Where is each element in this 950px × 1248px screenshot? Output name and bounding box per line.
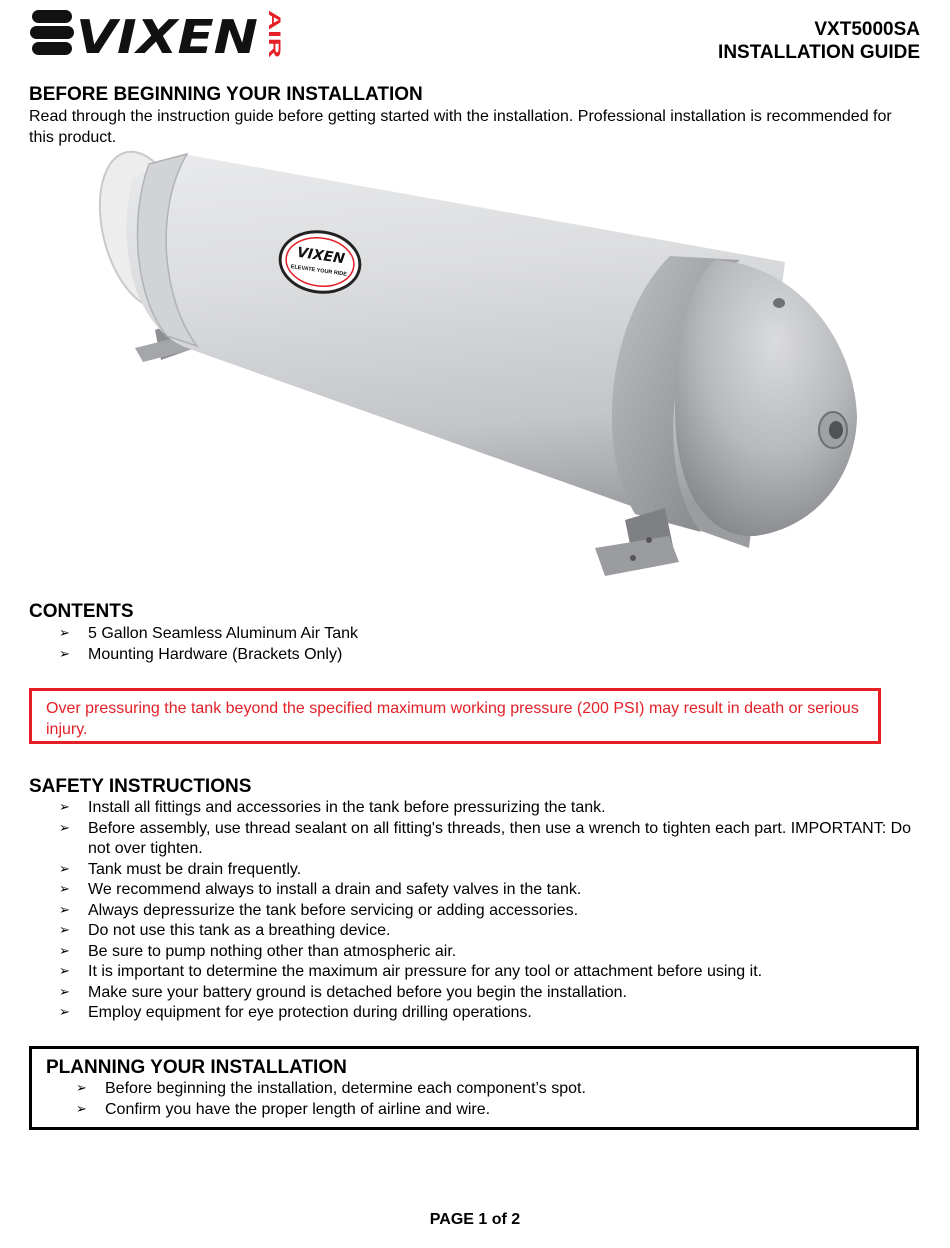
contents-section xyxy=(29,601,921,665)
bullet-arrow-icon: ➢ xyxy=(59,626,70,641)
list-item: ➢ Always depressurize the tank before servicing or adding accessories. xyxy=(29,901,921,922)
contents-list xyxy=(29,624,921,665)
doc-title: INSTALLATION GUIDE xyxy=(718,42,920,63)
list-item: ➢ Make sure your battery ground is detached before you begin the installation. xyxy=(29,983,921,1004)
list-item: ➢ We recommend always to install a drain and safety valves in the tank. xyxy=(29,880,921,901)
bullet-arrow-icon: ➢ xyxy=(59,1005,70,1020)
top-port-icon xyxy=(773,298,785,308)
list-item: ➢ It is important to determine the maximum air pressure for any tool or attachment before using it. xyxy=(29,962,921,983)
planning-heading: PLANNING YOUR INSTALLATION xyxy=(46,1057,347,1078)
bullet-arrow-icon: ➢ xyxy=(59,646,70,662)
side-port-icon xyxy=(819,412,847,448)
bullet-arrow-icon: ➢ xyxy=(59,984,70,1000)
bullet-arrow-icon: ➢ xyxy=(59,902,70,918)
bullet-arrow-icon: ➢ xyxy=(59,964,70,979)
bullet-arrow-icon: ➢ xyxy=(59,943,70,959)
air-tank-image xyxy=(95,148,865,583)
bullet-arrow-icon: ➢ xyxy=(59,923,70,938)
list-item: ➢ Before assembly, use thread sealant on all fitting's threads, then use a wrench to tighten each part. IMPORTANT: Do not over tighten. xyxy=(59,819,912,857)
before-text: Read through the instruction guide before getting started with the installation. Professional installation is recommended for this product. xyxy=(29,108,892,146)
safety-list xyxy=(29,798,921,1024)
list-item: ➢ Tank must be drain frequently. xyxy=(29,860,921,881)
model-number: VXT5000SA xyxy=(814,19,920,40)
vixen-air-logo xyxy=(30,6,290,62)
list-item: ➢ Do not use this tank as a breathing device. xyxy=(29,921,921,942)
list-item: ➢ 5 Gallon Seamless Aluminum Air Tank xyxy=(29,624,921,645)
safety-heading: SAFETY INSTRUCTIONS xyxy=(29,776,252,797)
list-item: ➢ Mounting Hardware (Brackets Only) xyxy=(29,645,921,666)
logo-brand-sub: AIR xyxy=(265,10,284,40)
right-mount-bracket xyxy=(595,508,679,576)
bullet-arrow-icon: ➢ xyxy=(76,1081,87,1096)
warning-text: Over pressuring the tank beyond the specified maximum working pressure (200 PSI) may result in death or serious injury. xyxy=(46,700,859,738)
bullet-arrow-icon: ➢ xyxy=(59,882,70,897)
document-header xyxy=(718,18,920,64)
bullet-arrow-icon: ➢ xyxy=(59,800,70,815)
badge-brand: VIXEN xyxy=(295,244,346,268)
badge-tagline: ELEVATE YOUR RIDE xyxy=(290,264,348,278)
before-section xyxy=(29,84,921,148)
safety-section xyxy=(29,776,921,1024)
page-number: PAGE 1 of 2 xyxy=(429,1211,521,1228)
bullet-arrow-icon: ➢ xyxy=(59,820,70,836)
bullet-arrow-icon: ➢ xyxy=(59,861,70,877)
logo-airbag-icon xyxy=(30,10,74,55)
planning-list xyxy=(46,1079,902,1120)
before-heading: BEFORE BEGINNING YOUR INSTALLATION xyxy=(29,84,423,105)
planning-box xyxy=(29,1046,919,1130)
tank-dome xyxy=(675,260,857,536)
contents-heading: CONTENTS xyxy=(29,601,134,622)
warning-box xyxy=(29,688,881,744)
list-item: ➢ Confirm you have the proper length of airline and wire. xyxy=(46,1100,902,1121)
logo-brand: VIXEN xyxy=(76,10,258,62)
list-item: ➢ Install all fittings and accessories in the tank before pressurizing the tank. xyxy=(29,798,921,819)
list-item: ➢ Be sure to pump nothing other than atmospheric air. xyxy=(29,942,921,963)
list-item: ➢ Before beginning the installation, determine each component’s spot. xyxy=(46,1079,902,1100)
bullet-arrow-icon: ➢ xyxy=(76,1101,87,1117)
list-item: ➢ Employ equipment for eye protection during drilling operations. xyxy=(29,1003,921,1024)
